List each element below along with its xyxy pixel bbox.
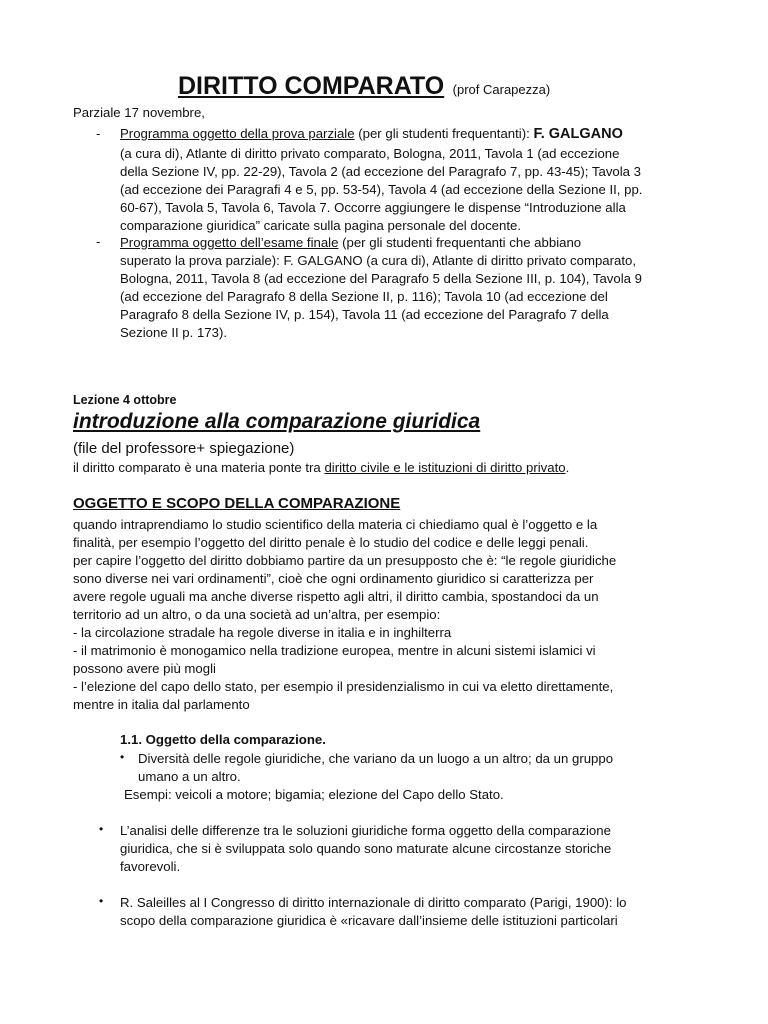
bullet-symbol: • bbox=[99, 822, 104, 836]
body-line: per capire l’oggetto del diritto dobbiamo partire da un presupposto che è: “le regole giuridiche bbox=[73, 553, 617, 568]
dash-bullet-1: - bbox=[96, 126, 101, 141]
body-line: - l’elezione del capo dello stato, per esempio il presidenzialismo in cui va eletto direttamente, bbox=[73, 679, 614, 694]
bullet2-line: favorevoli. bbox=[120, 859, 181, 874]
program1-line: 60-67), Tavola 5, Tavola 6, Tavola 7. Occorre aggiungere le dispense “Introduzione alla bbox=[120, 200, 626, 215]
professor-note: (prof Carapezza) bbox=[452, 82, 551, 97]
program1-rest: (per gli studenti frequentanti): bbox=[354, 126, 534, 141]
dash-bullet-2: - bbox=[96, 234, 101, 249]
intro-before: il diritto comparato è una materia ponte tra bbox=[73, 460, 325, 475]
program2-line: superato la prova parziale): F. GALGANO (a cura di), Atlante di diritto privato comparato, bbox=[120, 253, 637, 268]
body-line: possono avere più mogli bbox=[73, 661, 216, 676]
lesson-heading: introduzione alla comparazione giuridica bbox=[73, 410, 481, 433]
bullet-symbol: • bbox=[120, 750, 125, 764]
body-line: finalità, per esempio l’oggetto del diritto penale è lo studio del codice e delle leggi penali. bbox=[73, 535, 589, 550]
body-line: territorio ad un altro, o da una società ad un’altra, per esempio: bbox=[73, 607, 441, 622]
program2-first-line bbox=[120, 234, 581, 252]
program2-line: Sezione II p. 173). bbox=[120, 325, 228, 340]
examples-line: Esempi: veicoli a motore; bigamia; elezione del Capo dello Stato. bbox=[124, 787, 504, 802]
program1-label: Programma oggetto della prova parziale bbox=[120, 126, 355, 141]
title-row bbox=[178, 72, 550, 101]
lesson-label: Lezione 4 ottobre bbox=[73, 393, 177, 407]
intro-after: . bbox=[565, 460, 570, 475]
program2-rest: (per gli studenti frequentanti che abbiano bbox=[338, 235, 582, 250]
body-line: quando intraprendiamo lo studio scientifico della materia ci chiediamo qual è l’oggetto e la bbox=[73, 517, 598, 532]
body-line: sono diverse nei vari ordinamenti”, cioè che ogni ordinamento giuridico si caratterizza per bbox=[73, 571, 594, 586]
bullet2-line: giuridica, che si è sviluppata solo quando sono maturate alcune circostanze storiche bbox=[120, 841, 612, 856]
body-line: - la circolazione stradale ha regole diverse in italia e in inghilterra bbox=[73, 625, 452, 640]
body-line: - il matrimonio è monogamico nella tradizione europea, mentre in alcuni sistemi islamici vi bbox=[73, 643, 596, 658]
bullet3-line: scopo della comparazione giuridica è «ricavare dall’insieme delle istituzioni particolari bbox=[120, 913, 618, 928]
program1-line: comparazione giuridica” caricate sulla pagina personale del docente. bbox=[120, 218, 521, 233]
program1-line: (ad eccezione dei Paragrafi 4 e 5, pp. 53-54), Tavola 4 (ad eccezione della Sezione II, pp. bbox=[120, 182, 643, 197]
bullet1-line: umano a un altro. bbox=[138, 769, 241, 784]
body-line: mentre in italia dal parlamento bbox=[73, 697, 250, 712]
program2-label: Programma oggetto dell’esame finale bbox=[120, 235, 339, 250]
program1-author: F. GALGANO bbox=[533, 126, 623, 142]
lesson-subtitle: (file del professore+ spiegazione) bbox=[73, 440, 295, 457]
program1-line: della Sezione IV, pp. 22-29), Tavola 2 (ad eccezione del Paragrafo 7, pp. 43-45); Tavola 3 bbox=[120, 164, 642, 179]
bullet1-line: Diversità delle regole giuridiche, che variano da un luogo a un altro; da un gruppo bbox=[138, 751, 614, 766]
body-line: avere regole uguali ma anche diverse rispetto agli altri, il diritto cambia, spostandoci da un bbox=[73, 589, 599, 604]
intro-underlined: diritto civile e le istituzioni di diritto privato bbox=[324, 460, 566, 475]
program1-first-line bbox=[120, 125, 623, 143]
program2-line: Paragrafo 8 della Sezione IV, p. 154), Tavola 11 (ad eccezione del Paragrafo 7 della bbox=[120, 307, 609, 322]
partial-date: Parziale 17 novembre, bbox=[73, 105, 205, 120]
subsection-heading: 1.1. Oggetto della comparazione. bbox=[120, 732, 326, 747]
document-title: DIRITTO COMPARATO bbox=[178, 72, 445, 100]
program2-line: (ad eccezione del Paragrafo 8 della Sezione II, p. 116); Tavola 10 (ad eccezione del bbox=[120, 289, 608, 304]
program2-line: Bologna, 2011, Tavola 8 (ad eccezione del Paragrafo 5 della Sezione III, p. 104), Tavola 9 bbox=[120, 271, 642, 286]
bullet3-line: R. Saleilles al I Congresso di diritto internazionale di diritto comparato (Parigi, 1900): lo bbox=[120, 895, 627, 910]
intro-sentence bbox=[73, 459, 569, 477]
section-heading: OGGETTO E SCOPO DELLA COMPARAZIONE bbox=[73, 495, 401, 512]
program1-line: (a cura di), Atlante di diritto privato comparato, Bologna, 2011, Tavola 1 (ad eccezione bbox=[120, 146, 620, 161]
bullet-symbol: • bbox=[99, 894, 104, 908]
bullet2-line: L’analisi delle differenze tra le soluzioni giuridiche forma oggetto della comparazione bbox=[120, 823, 611, 838]
